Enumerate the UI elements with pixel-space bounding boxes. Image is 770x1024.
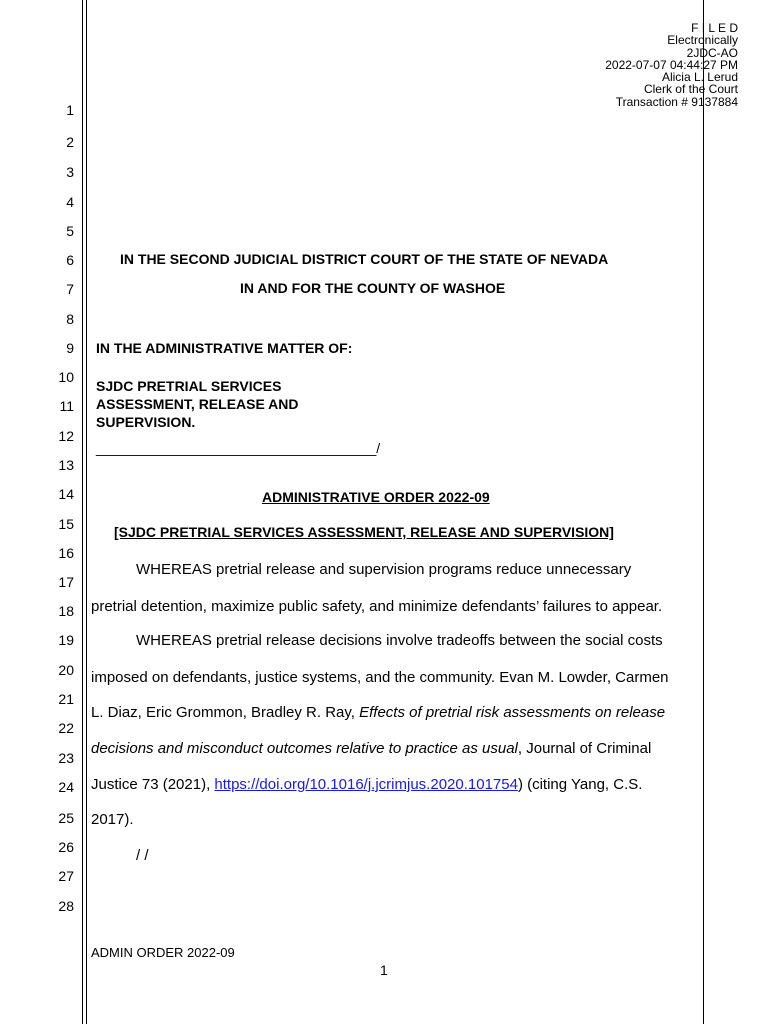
doi-link[interactable]: https://doi.org/10.1016/j.jcrimjus.2020.101754	[214, 776, 518, 793]
body-line	[91, 776, 642, 793]
line-number: 15	[58, 516, 74, 532]
line-number: 3	[66, 164, 74, 180]
body-text: , Journal of Criminal	[517, 740, 652, 757]
continuation-marks: / /	[136, 847, 149, 864]
line-number: 19	[58, 632, 74, 648]
body-line: imposed on defendants, justice systems, and the community. Evan M. Lowder, Carmen	[91, 669, 669, 686]
body-line: pretrial detention, maximize public safety, and minimize defendants’ failures to appear.	[91, 598, 663, 615]
line-number: 11	[59, 398, 74, 414]
stamp-line: 2022-07-07 04:44:27 PM	[605, 57, 738, 72]
matter-subject-line: SUPERVISION.	[96, 414, 196, 430]
line-number: 4	[66, 194, 74, 210]
stamp-line: Transaction # 9137884	[615, 94, 738, 109]
body-text: L. Diaz, Eric Grommon, Bradley R. Ray,	[91, 704, 360, 721]
court-name: IN THE SECOND JUDICIAL DISTRICT COURT OF THE STATE OF NEVADA	[120, 251, 609, 267]
body-line: 2017).	[91, 811, 134, 828]
stamp-line: F I L E D	[691, 21, 738, 35]
stamp-line: Electronically	[667, 33, 738, 48]
line-number: 25	[58, 810, 74, 826]
line-number: 7	[66, 281, 74, 297]
left-margin-rule-inner	[86, 0, 87, 1024]
order-subtitle: [SJDC PRETRIAL SERVICES ASSESSMENT, RELEASE AND SUPERVISION]	[114, 524, 614, 540]
body-text: ) (citing Yang, C.S.	[517, 776, 643, 793]
line-number: 20	[58, 662, 74, 678]
line-number: 6	[66, 252, 74, 268]
matter-subject-line: ASSESSMENT, RELEASE AND	[96, 396, 299, 412]
article-title: decisions and misconduct outcomes relative to practice as usual	[91, 740, 518, 757]
line-number: 2	[66, 134, 74, 150]
matter-subject	[96, 377, 299, 431]
stamp-line: Clerk of the Court	[643, 82, 738, 97]
line-number: 22	[58, 720, 74, 736]
line-number: 10	[58, 369, 74, 385]
stamp-line: 2JDC-AO	[686, 45, 738, 60]
left-margin-rule-outer	[82, 0, 83, 1024]
body-text: Justice 73 (2021),	[91, 776, 215, 793]
county-name: IN AND FOR THE COUNTY OF WASHOE	[240, 280, 506, 296]
line-number: 27	[58, 868, 74, 884]
right-margin-rule	[703, 0, 704, 1024]
page-number: 1	[380, 962, 388, 978]
matter-heading: IN THE ADMINISTRATIVE MATTER OF:	[96, 340, 353, 356]
stamp-line: Alicia L. Lerud	[661, 70, 738, 85]
order-title: ADMINISTRATIVE ORDER 2022-09	[262, 489, 490, 505]
body-line: WHEREAS pretrial release and supervision programs reduce unnecessary	[136, 561, 632, 578]
line-number: 17	[58, 574, 74, 590]
line-number: 23	[58, 750, 74, 766]
line-number: 12	[58, 428, 74, 444]
footer-label: ADMIN ORDER 2022-09	[91, 945, 235, 960]
line-number: 26	[58, 839, 74, 855]
line-number: 24	[58, 779, 74, 795]
line-number: 5	[66, 223, 74, 239]
line-number: 13	[58, 457, 74, 473]
line-number: 14	[58, 486, 74, 502]
line-number: 21	[58, 691, 74, 707]
line-number: 8	[66, 311, 74, 327]
body-line: WHEREAS pretrial release decisions involve tradeoffs between the social costs	[136, 632, 663, 649]
line-number: 16	[58, 545, 74, 561]
body-line	[91, 704, 665, 721]
matter-subject-line: SJDC PRETRIAL SERVICES	[96, 378, 282, 394]
body-line	[91, 740, 651, 757]
line-number: 18	[58, 603, 74, 619]
line-number: 9	[66, 340, 74, 356]
caption-rule: ____________________________________/	[96, 440, 381, 456]
article-title: Effects of pretrial risk assessments on release	[359, 704, 666, 721]
line-number: 28	[58, 898, 74, 914]
line-number: 1	[66, 102, 74, 118]
filing-stamp	[560, 22, 738, 108]
